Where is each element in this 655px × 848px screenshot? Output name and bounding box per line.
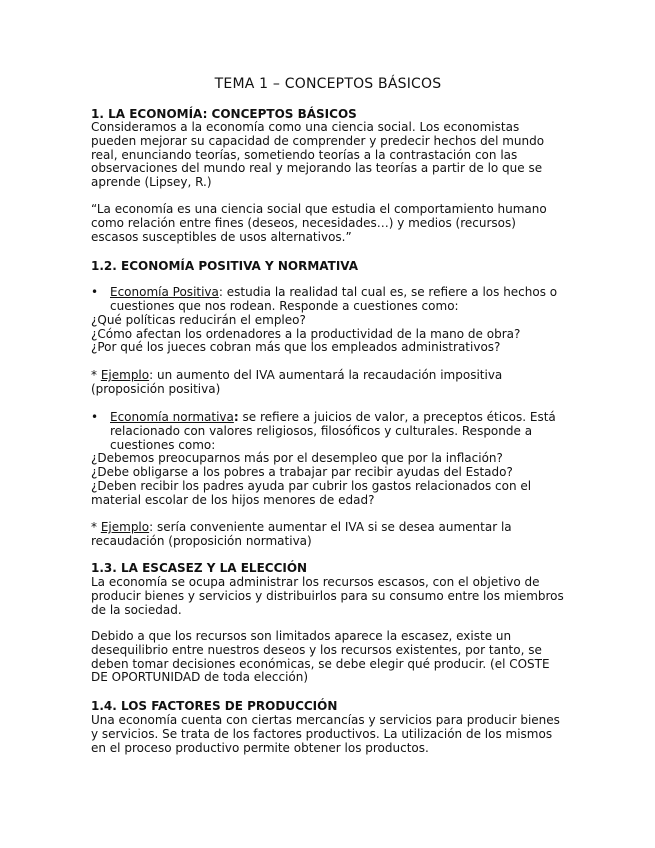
example-text: : sería conveniente aumentar el IVA si se desea aumentar la recaudación (proposición normativa) <box>91 520 512 548</box>
normative-economy-bullet <box>91 411 565 452</box>
example-text: : un aumento del IVA aumentará la recaudación impositiva (proposición positiva) <box>91 368 503 396</box>
bullet-dot: • <box>91 285 99 299</box>
normative-economy-colon: : <box>233 410 239 424</box>
section-1-4-paragraph: Una economía cuenta con ciertas mercancías y servicios para producir bienes y servicios. Se trata de los factores productivos. La utilización de los mismos en el proceso productivo permite obtener los productos. <box>91 713 560 755</box>
section-1-2-heading: 1.2. ECONOMÍA POSITIVA Y NORMATIVA <box>91 259 359 273</box>
normative-economy-term: Economía normativa <box>110 410 234 424</box>
normative-economy-text: se refiere a juicios de valor, a preceptos éticos. Está relacionado con valores religiosos, filosóficos y culturales. Responde a cuestiones como: <box>110 410 556 452</box>
normative-example <box>91 521 565 549</box>
normative-question: ¿Deben recibir los padres ayuda par cubrir los gastos relacionados con el material escolar de los hijos menores de edad? <box>91 479 532 507</box>
section-1-3-paragraph-2: Debido a que los recursos son limitados aparece la escasez, existe un desequilibrio entre nuestros deseos y los recursos existentes, por tanto, se deben tomar decisiones económicas, se debe elegir qué producir. (el COSTE DE OPORTUNIDAD de toda elección) <box>91 629 550 685</box>
positive-question: ¿Cómo afectan los ordenadores a la productividad de la mano de obra? <box>91 327 521 341</box>
section-1-3-heading: 1.3. LA ESCASEZ Y LA ELECCIÓN <box>91 561 308 575</box>
positive-question: ¿Por qué los jueces cobran más que los empleados administrativos? <box>91 340 501 354</box>
example-prefix: * <box>91 368 101 382</box>
example-prefix: * <box>91 520 101 534</box>
section-1-paragraph: Consideramos a la economía como una ciencia social. Los economistas pueden mejorar su capacidad de comprender y predecir hechos del mundo real, enunciando teorías, sometiendo teorías a la contrastación con las observaciones del mundo real y mejorando las teorías a partir de lo que se aprende (Lipsey, R.) <box>91 120 545 190</box>
positive-example <box>91 369 565 397</box>
positive-economy-text: : estudia la realidad tal cual es, se refiere a los hechos o cuestiones que nos rodean. Responde a cuestiones como: <box>110 285 558 313</box>
section-1-3-paragraph-1: La economía se ocupa administrar los recursos escasos, con el objetivo de producir bienes y servicios y distribuirlos para su consumo entre los miembros de la sociedad. <box>91 575 564 617</box>
normative-question: ¿Debe obligarse a los pobres a trabajar par recibir ayudas del Estado? <box>91 465 513 479</box>
normative-question: ¿Debemos preocuparnos más por el desempleo que por la inflación? <box>91 451 503 465</box>
section-1-heading: 1. LA ECONOMÍA: CONCEPTOS BÁSICOS <box>91 107 357 121</box>
example-label: Ejemplo <box>100 520 150 534</box>
bullet-dot: • <box>91 410 99 424</box>
section-1-quote: “La economía es una ciencia social que estudia el comportamiento humano como relación entre fines (deseos, necesidades…) y medios (recursos) escasos susceptibles de usos alternativos.” <box>91 202 547 244</box>
positive-economy-bullet <box>91 286 565 314</box>
example-label: Ejemplo <box>100 368 150 382</box>
section-1-4-heading: 1.4. LOS FACTORES DE PRODUCCIÓN <box>91 699 338 713</box>
positive-question: ¿Qué políticas reducirán el empleo? <box>91 313 306 327</box>
document-title: TEMA 1 – CONCEPTOS BÁSICOS <box>214 76 442 92</box>
positive-economy-term: Economía Positiva <box>110 285 219 299</box>
